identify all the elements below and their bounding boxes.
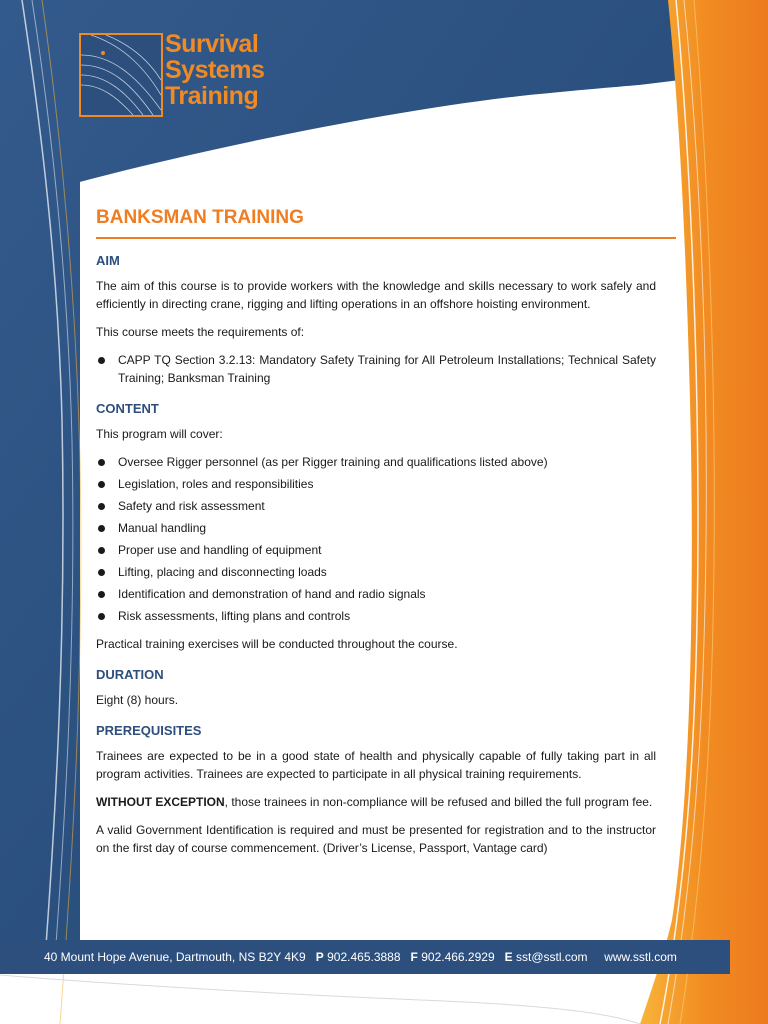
footer-address: 40 Mount Hope Avenue, Dartmouth, NS B2Y 4K9 [44, 950, 306, 964]
document-body [96, 206, 656, 867]
company-logo [79, 30, 299, 121]
prerequisites-paragraph-1: Trainees are expected to be in a good state of health and physically capable of fully taking part in all program activities. Trainees are expected to participate in all physical training requirements. [96, 749, 656, 781]
emphasis-text: WITHOUT EXCEPTION [96, 795, 225, 809]
content-list [96, 453, 656, 625]
logo-emblem-icon [79, 33, 163, 117]
list-item: CAPP TQ Section 3.2.13: Mandatory Safety Training for All Petroleum Installations; Technical Safety Training; Banksman Training [96, 351, 656, 387]
footer-website-link[interactable]: www.sstl.com [604, 950, 677, 964]
section-heading-content: CONTENT [96, 401, 159, 416]
logo-line-1: Survival [165, 30, 259, 58]
logo-line-3: Training [165, 82, 259, 110]
section-heading-prerequisites: PREREQUISITES [96, 723, 202, 738]
footer-fax: 902.466.2929 [421, 950, 495, 964]
list-item: Oversee Rigger personnel (as per Rigger training and qualifications listed above) [96, 453, 656, 471]
page-title: BANKSMAN TRAINING [96, 206, 676, 239]
prerequisites-paragraph-2 [96, 793, 656, 811]
email-label: E [504, 950, 513, 964]
footer-contact [44, 948, 677, 966]
list-item: Safety and risk assessment [96, 497, 656, 515]
footer-phone[interactable]: 902.465.3888 [327, 950, 401, 964]
list-item: Risk assessments, lifting plans and controls [96, 607, 656, 625]
list-item: Manual handling [96, 519, 656, 537]
requirements-intro: This course meets the requirements of: [96, 325, 305, 339]
fax-label: F [410, 950, 418, 964]
requirements-list [96, 351, 656, 387]
phone-label: P [315, 950, 324, 964]
logo-wordmark [165, 31, 264, 109]
list-item: Lifting, placing and disconnecting loads [96, 563, 656, 581]
prerequisites-paragraph-3: A valid Government Identification is required and must be presented for registration and to the instructor on the first day of course commencement. (Driver’s License, Passport, Vantage card) [96, 823, 656, 855]
list-item: Identification and demonstration of hand and radio signals [96, 585, 656, 603]
list-item: Proper use and handling of equipment [96, 541, 656, 559]
duration-text: Eight (8) hours. [96, 693, 179, 707]
prerequisites-paragraph-2-rest: , those trainees in non-compliance will be refused and billed the full program fee. [224, 795, 653, 809]
content-intro: This program will cover: [96, 427, 223, 441]
list-item: Legislation, roles and responsibilities [96, 475, 656, 493]
section-heading-aim: AIM [96, 253, 120, 268]
section-heading-duration: DURATION [96, 667, 164, 682]
logo-line-2: Systems [165, 56, 265, 84]
aim-paragraph: The aim of this course is to provide workers with the knowledge and skills necessary to work safely and efficiently in directing crane, rigging and lifting operations in an offshore hoisting environment. [96, 279, 656, 311]
content-outro: Practical training exercises will be conducted throughout the course. [96, 637, 458, 651]
footer-email-link[interactable]: sst@sstl.com [516, 950, 588, 964]
